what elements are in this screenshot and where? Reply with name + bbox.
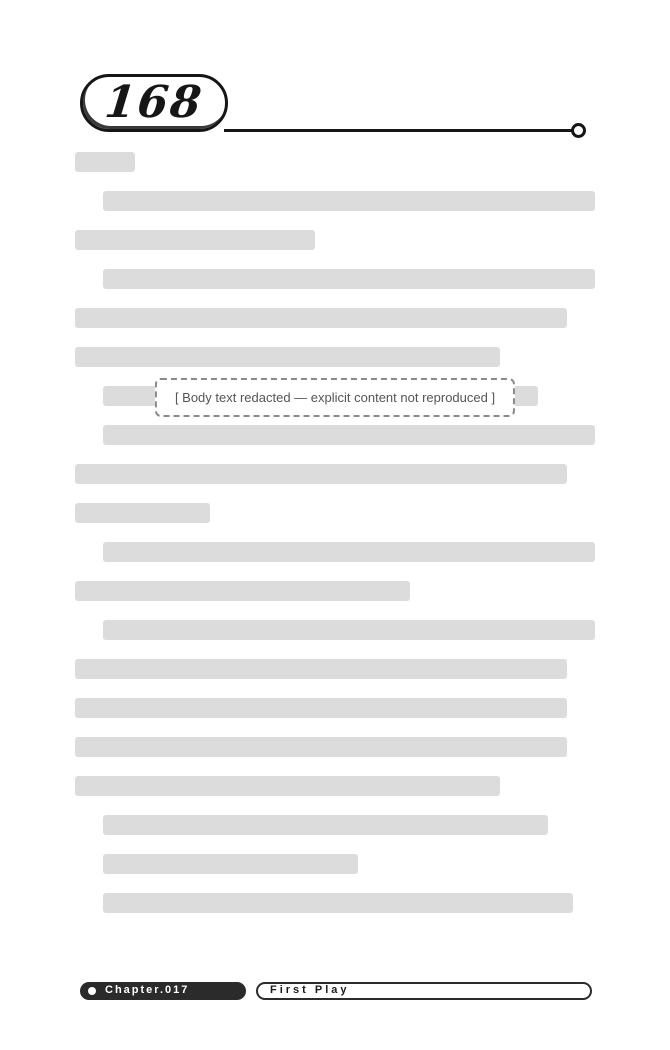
page-footer [80, 982, 592, 1002]
page-number: 168 [102, 77, 206, 128]
redacted-text-line [75, 464, 567, 484]
header-rule-end-ring [571, 123, 586, 138]
section-label: First Play [270, 984, 350, 996]
redacted-text-line [75, 308, 567, 328]
redacted-text-line [103, 893, 573, 913]
redacted-text-line [103, 815, 548, 835]
chapter-bullet-icon [88, 987, 96, 995]
redacted-text-line [75, 347, 500, 367]
redacted-text-line [75, 737, 567, 757]
redacted-text-line [75, 581, 410, 601]
chapter-label: Chapter.017 [105, 984, 190, 996]
page-number-badge [80, 74, 228, 132]
redacted-text-line [103, 191, 595, 211]
chapter-badge [80, 982, 246, 1000]
redacted-text-line [103, 269, 595, 289]
redacted-text-line [75, 230, 315, 250]
redacted-text-line [75, 152, 135, 172]
redacted-text-line [103, 542, 595, 562]
header-rule [224, 129, 572, 132]
redacted-text-line [103, 854, 358, 874]
redacted-text-line [103, 425, 595, 445]
body-text-redacted [75, 152, 595, 922]
redacted-text-line [75, 776, 500, 796]
section-badge [256, 982, 592, 1000]
redaction-notice: [ Body text redacted — explicit content not reproduced ] [155, 378, 515, 417]
redacted-text-line [75, 503, 210, 523]
redacted-text-line [75, 698, 567, 718]
redacted-text-line [75, 659, 567, 679]
redacted-text-line [103, 620, 595, 640]
